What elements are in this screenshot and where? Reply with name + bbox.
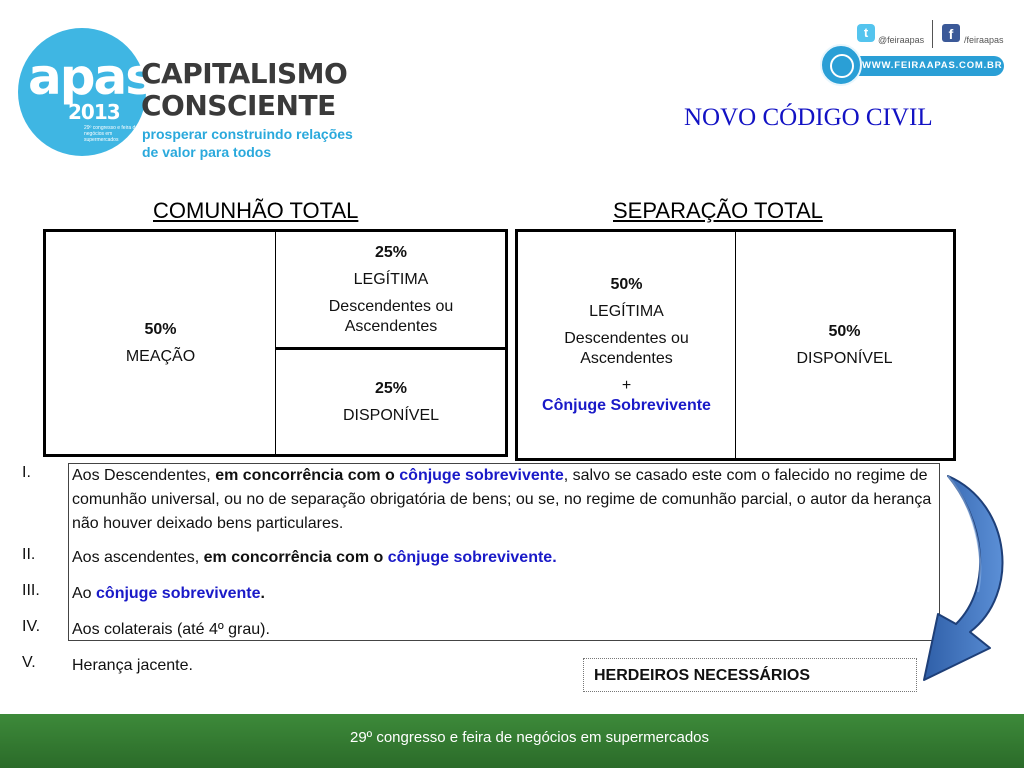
logo-subtitle-line2: de valor para todos xyxy=(142,144,272,160)
comunhao-legitima-cell xyxy=(276,232,506,347)
separacao-heading: SEPARAÇÃO TOTAL xyxy=(613,198,823,223)
logo-subtitle-line1: prosperar construindo relações xyxy=(142,126,353,142)
list-item: Ao cônjuge sobrevivente. xyxy=(72,585,265,602)
list-item: Aos colaterais (até 4º grau). xyxy=(72,621,270,638)
meacao-label: MEAÇÃO xyxy=(125,347,196,365)
comunhao-legitima-pct: 25% xyxy=(374,243,408,261)
separacao-legitima-pct: 50% xyxy=(610,275,643,293)
curved-arrow-icon xyxy=(912,474,1024,724)
separacao-legitima-desc: Descendentes ou Ascendentes xyxy=(564,329,689,367)
page-title: NOVO CÓDIGO CIVIL xyxy=(684,104,933,131)
website-link[interactable]: WWW.FEIRAAPAS.COM.BR xyxy=(852,56,1004,76)
footer-text: 29º congresso e feira de negócios em supermercados xyxy=(350,729,710,746)
list-item-number: IV. xyxy=(22,618,41,635)
list-item: Herança jacente. xyxy=(72,657,193,674)
list-item: Aos Descendentes, em concorrência com o cônjuge sobrevivente, salvo se casado este com o falecido no regime de comunhão universal, ou no de separação obrigatória de bens; ou se, no regime de comunhão parcial, o autor da herança não houver deixado bens particulares. xyxy=(72,467,932,532)
separacao-legitima-cell xyxy=(518,232,735,458)
comunhao-legitima-label: LEGÍTIMA xyxy=(353,270,429,288)
globe-icon xyxy=(820,44,862,86)
separacao-legitima-label: LEGÍTIMA xyxy=(589,302,664,320)
separacao-disponivel-pct: 50% xyxy=(828,322,861,340)
comunhao-heading: COMUNHÃO TOTAL xyxy=(153,198,359,223)
apas-logo xyxy=(18,26,363,166)
list-item: Aos ascendentes, em concorrência com o cônjuge sobrevivente. xyxy=(72,549,557,566)
logo-title-line1: CAPITALISMO xyxy=(141,57,348,90)
separacao-disponivel-label: DISPONÍVEL xyxy=(796,349,893,367)
logo-small-text: 29º congresso e feira de negócios em supermercados xyxy=(84,125,139,143)
comunhao-disponivel-cell xyxy=(276,350,506,454)
separacao-disponivel-cell xyxy=(736,232,953,458)
list-item-number: V. xyxy=(22,654,36,671)
logo-title-line2: CONSCIENTE xyxy=(141,89,336,122)
twitter-icon[interactable]: t xyxy=(857,24,875,42)
comunhao-disponivel-label: DISPONÍVEL xyxy=(342,406,440,424)
herdeiros-necessarios-label: HERDEIROS NECESSÁRIOS xyxy=(583,658,917,692)
comunhao-disponivel-pct: 25% xyxy=(374,379,408,397)
facebook-handle[interactable]: /feiraapas xyxy=(964,35,1004,45)
footer-bar xyxy=(0,714,1024,768)
meacao-cell xyxy=(46,232,275,454)
twitter-handle[interactable]: @feiraapas xyxy=(878,35,925,45)
list-item-number: I. xyxy=(22,464,31,481)
social-divider xyxy=(932,20,933,48)
list-item-number: III. xyxy=(22,582,40,599)
list-item-number: II. xyxy=(22,546,36,563)
meacao-pct: 50% xyxy=(144,320,177,338)
separacao-plus: + xyxy=(621,376,632,394)
comunhao-legitima-desc: Descendentes ou Ascendentes xyxy=(328,297,454,335)
facebook-icon[interactable]: f xyxy=(942,24,960,42)
separacao-conjuge: Cônjuge Sobrevivente xyxy=(542,396,711,414)
logo-year: 2013 xyxy=(68,100,120,124)
logo-word: apas xyxy=(28,48,154,106)
